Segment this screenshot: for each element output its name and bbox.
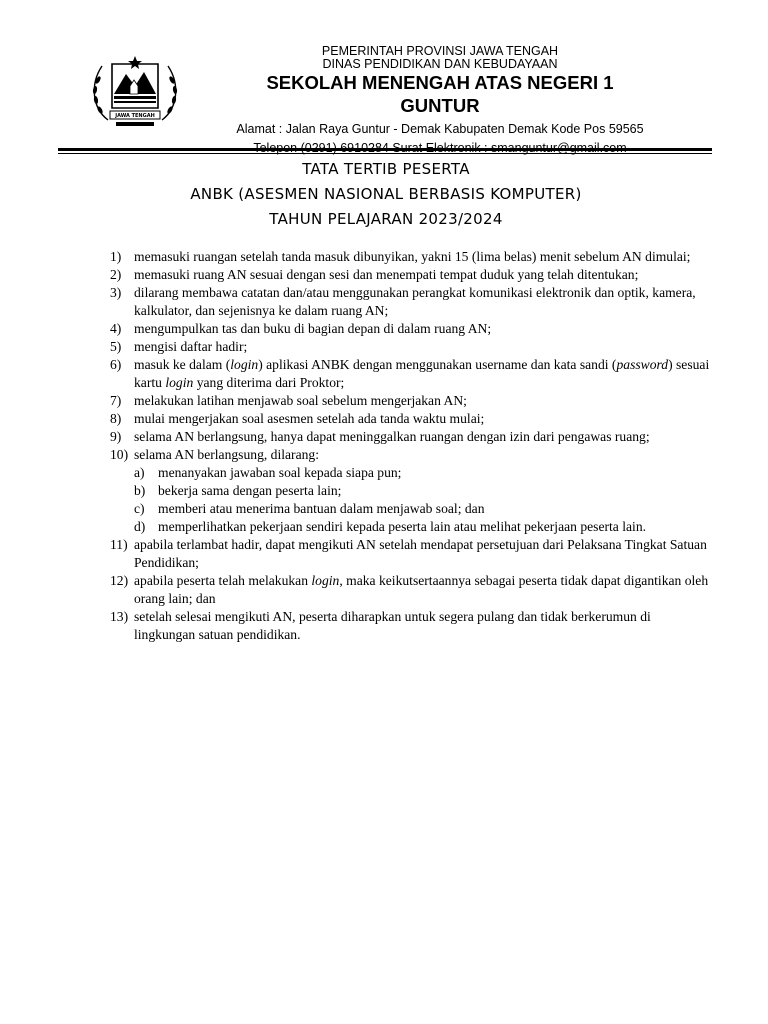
rule-number: 13): [110, 609, 129, 624]
rule-text: [134, 393, 467, 408]
province-name: PEMERINTAH PROVINSI JAWA TENGAH: [321, 44, 559, 58]
svg-text:JAWA TENGAH: JAWA TENGAH: [115, 113, 155, 119]
rule-text: [134, 249, 690, 264]
rule-term-italic: login: [165, 375, 194, 390]
rule-number: 9): [110, 429, 122, 444]
letterhead-divider-thick: [58, 148, 712, 151]
rule-text: [134, 573, 708, 606]
rule-text-part: masuk ke dalam (: [134, 357, 231, 372]
rule-item: [110, 428, 712, 446]
rule-text: [134, 609, 651, 642]
rule-subitem: [134, 464, 712, 482]
rule-subitem: [134, 500, 712, 518]
rule-text: [134, 321, 491, 336]
rule-text-part: mengumpulkan tas dan buku di bagian depan di dalam ruang AN;: [134, 321, 492, 336]
rule-text-part: memasuki ruangan setelah tanda masuk dibunyikan, yakni 15 (lima belas) menit sebelum AN dimulai;: [134, 249, 691, 264]
title-line-1: TATA TERTIB PESERTA: [302, 160, 470, 178]
rule-number: 1): [110, 249, 122, 264]
rule-text-part: apabila peserta telah melakukan: [134, 573, 312, 588]
school-address: Alamat : Jalan Raya Guntur - Demak Kabupaten Demak Kode Pos 59565: [236, 122, 644, 136]
rule-text-part: ) aplikasi ANBK dengan menggunakan username dan kata sandi (: [258, 357, 617, 372]
rule-number: 12): [110, 573, 129, 588]
subitem-text: bekerja sama dengan peserta lain;: [158, 483, 342, 498]
rule-text: [134, 447, 319, 462]
rule-term-italic: login: [311, 573, 340, 588]
subitem-text: memperlihatkan pekerjaan sendiri kepada peserta lain atau melihat pekerjaan peserta lain.: [158, 519, 647, 534]
letterhead: [200, 45, 680, 155]
rule-text-part: apabila terlambat hadir, dapat mengikuti AN setelah mendapat persetujuan dari Pelaksana Tingkat Satuan Pendidikan;: [134, 537, 707, 570]
rule-number: 8): [110, 411, 122, 426]
rule-item: [110, 392, 712, 410]
rule-text-part: selama AN berlangsung, hanya dapat meninggalkan ruangan dengan izin dari pengawas ruang;: [134, 429, 650, 444]
title-line-2: ANBK (ASESMEN NASIONAL BERBASIS KOMPUTER): [190, 185, 582, 203]
rule-item: [110, 248, 712, 266]
rule-number: 6): [110, 357, 122, 372]
rules-list: [110, 248, 712, 644]
rule-number: 7): [110, 393, 122, 408]
rule-text: [134, 357, 709, 390]
rule-item: [110, 356, 712, 392]
rule-term-italic: password: [616, 357, 669, 372]
rule-text-part: melakukan latihan menjawab soal sebelum mengerjakan AN;: [134, 393, 467, 408]
rule-item: [110, 572, 712, 608]
rule-number: 5): [110, 339, 122, 354]
rule-item: [110, 266, 712, 284]
subitem-text: memberi atau menerima bantuan dalam menjawab soal; dan: [158, 501, 485, 516]
subitem-text: menanyakan jawaban soal kepada siapa pun;: [158, 465, 402, 480]
subitem-letter: d): [134, 519, 146, 534]
rule-item: [110, 320, 712, 338]
rule-text-part: yang diterima dari Proktor;: [193, 375, 345, 390]
letterhead-divider-thin: [58, 153, 712, 154]
school-name-line1: SEKOLAH MENENGAH ATAS NEGERI 1: [266, 72, 614, 93]
rule-text: [134, 285, 696, 318]
rule-text: [134, 411, 484, 426]
rule-number: 2): [110, 267, 122, 282]
rule-number: 10): [110, 447, 129, 462]
rule-text-part: ) sesuai kartu: [134, 357, 710, 390]
subitem-letter: a): [134, 465, 145, 480]
rule-text: [134, 267, 638, 282]
rule-number: 4): [110, 321, 122, 336]
subitem-letter: b): [134, 483, 146, 498]
rule-sublist: [134, 464, 712, 536]
rule-text-part: selama AN berlangsung, dilarang:: [134, 447, 319, 462]
rule-text-part: dilarang membawa catatan dan/atau menggunakan perangkat komunikasi elektronik dan optik, kamera, kalkulator, dan sejenisnya ke dalam ruang AN;: [134, 285, 696, 318]
rule-text-part: , maka keikutsertaannya sebagai peserta tidak dapat digantikan oleh orang lain; dan: [134, 573, 709, 606]
rule-item: [110, 338, 712, 356]
rule-text-part: mulai mengerjakan soal asesmen setelah ada tanda waktu mulai;: [134, 411, 485, 426]
rule-subitem: [134, 518, 712, 536]
rule-item: [110, 446, 712, 536]
rule-item: [110, 284, 712, 320]
department-name: DINAS PENDIDIKAN DAN KEBUDAYAAN: [322, 57, 558, 71]
rule-text-part: setelah selesai mengikuti AN, peserta diharapkan untuk segera pulang dan tidak berkerumun di lingkungan satuan pendidikan.: [134, 609, 651, 642]
rule-term-italic: login: [230, 357, 259, 372]
rule-number: 11): [110, 537, 128, 552]
document-title: [60, 158, 712, 230]
rule-text-part: memasuki ruang AN sesuai dengan sesi dan menempati tempat duduk yang telah ditentukan;: [134, 267, 639, 282]
rule-text-part: mengisi daftar hadir;: [134, 339, 248, 354]
rule-item: [110, 608, 712, 644]
subitem-letter: c): [134, 501, 145, 516]
rule-text: [134, 339, 247, 354]
rule-text: [134, 429, 650, 444]
rule-number: 3): [110, 285, 122, 300]
title-line-3: TAHUN PELAJARAN 2023/2024: [269, 210, 503, 228]
rule-item: [110, 410, 712, 428]
rule-subitem: [134, 482, 712, 500]
rule-text: [134, 537, 707, 570]
rule-item: [110, 536, 712, 572]
school-name-line2: GUNTUR: [400, 95, 480, 116]
jawa-tengah-emblem-icon: [86, 50, 184, 136]
